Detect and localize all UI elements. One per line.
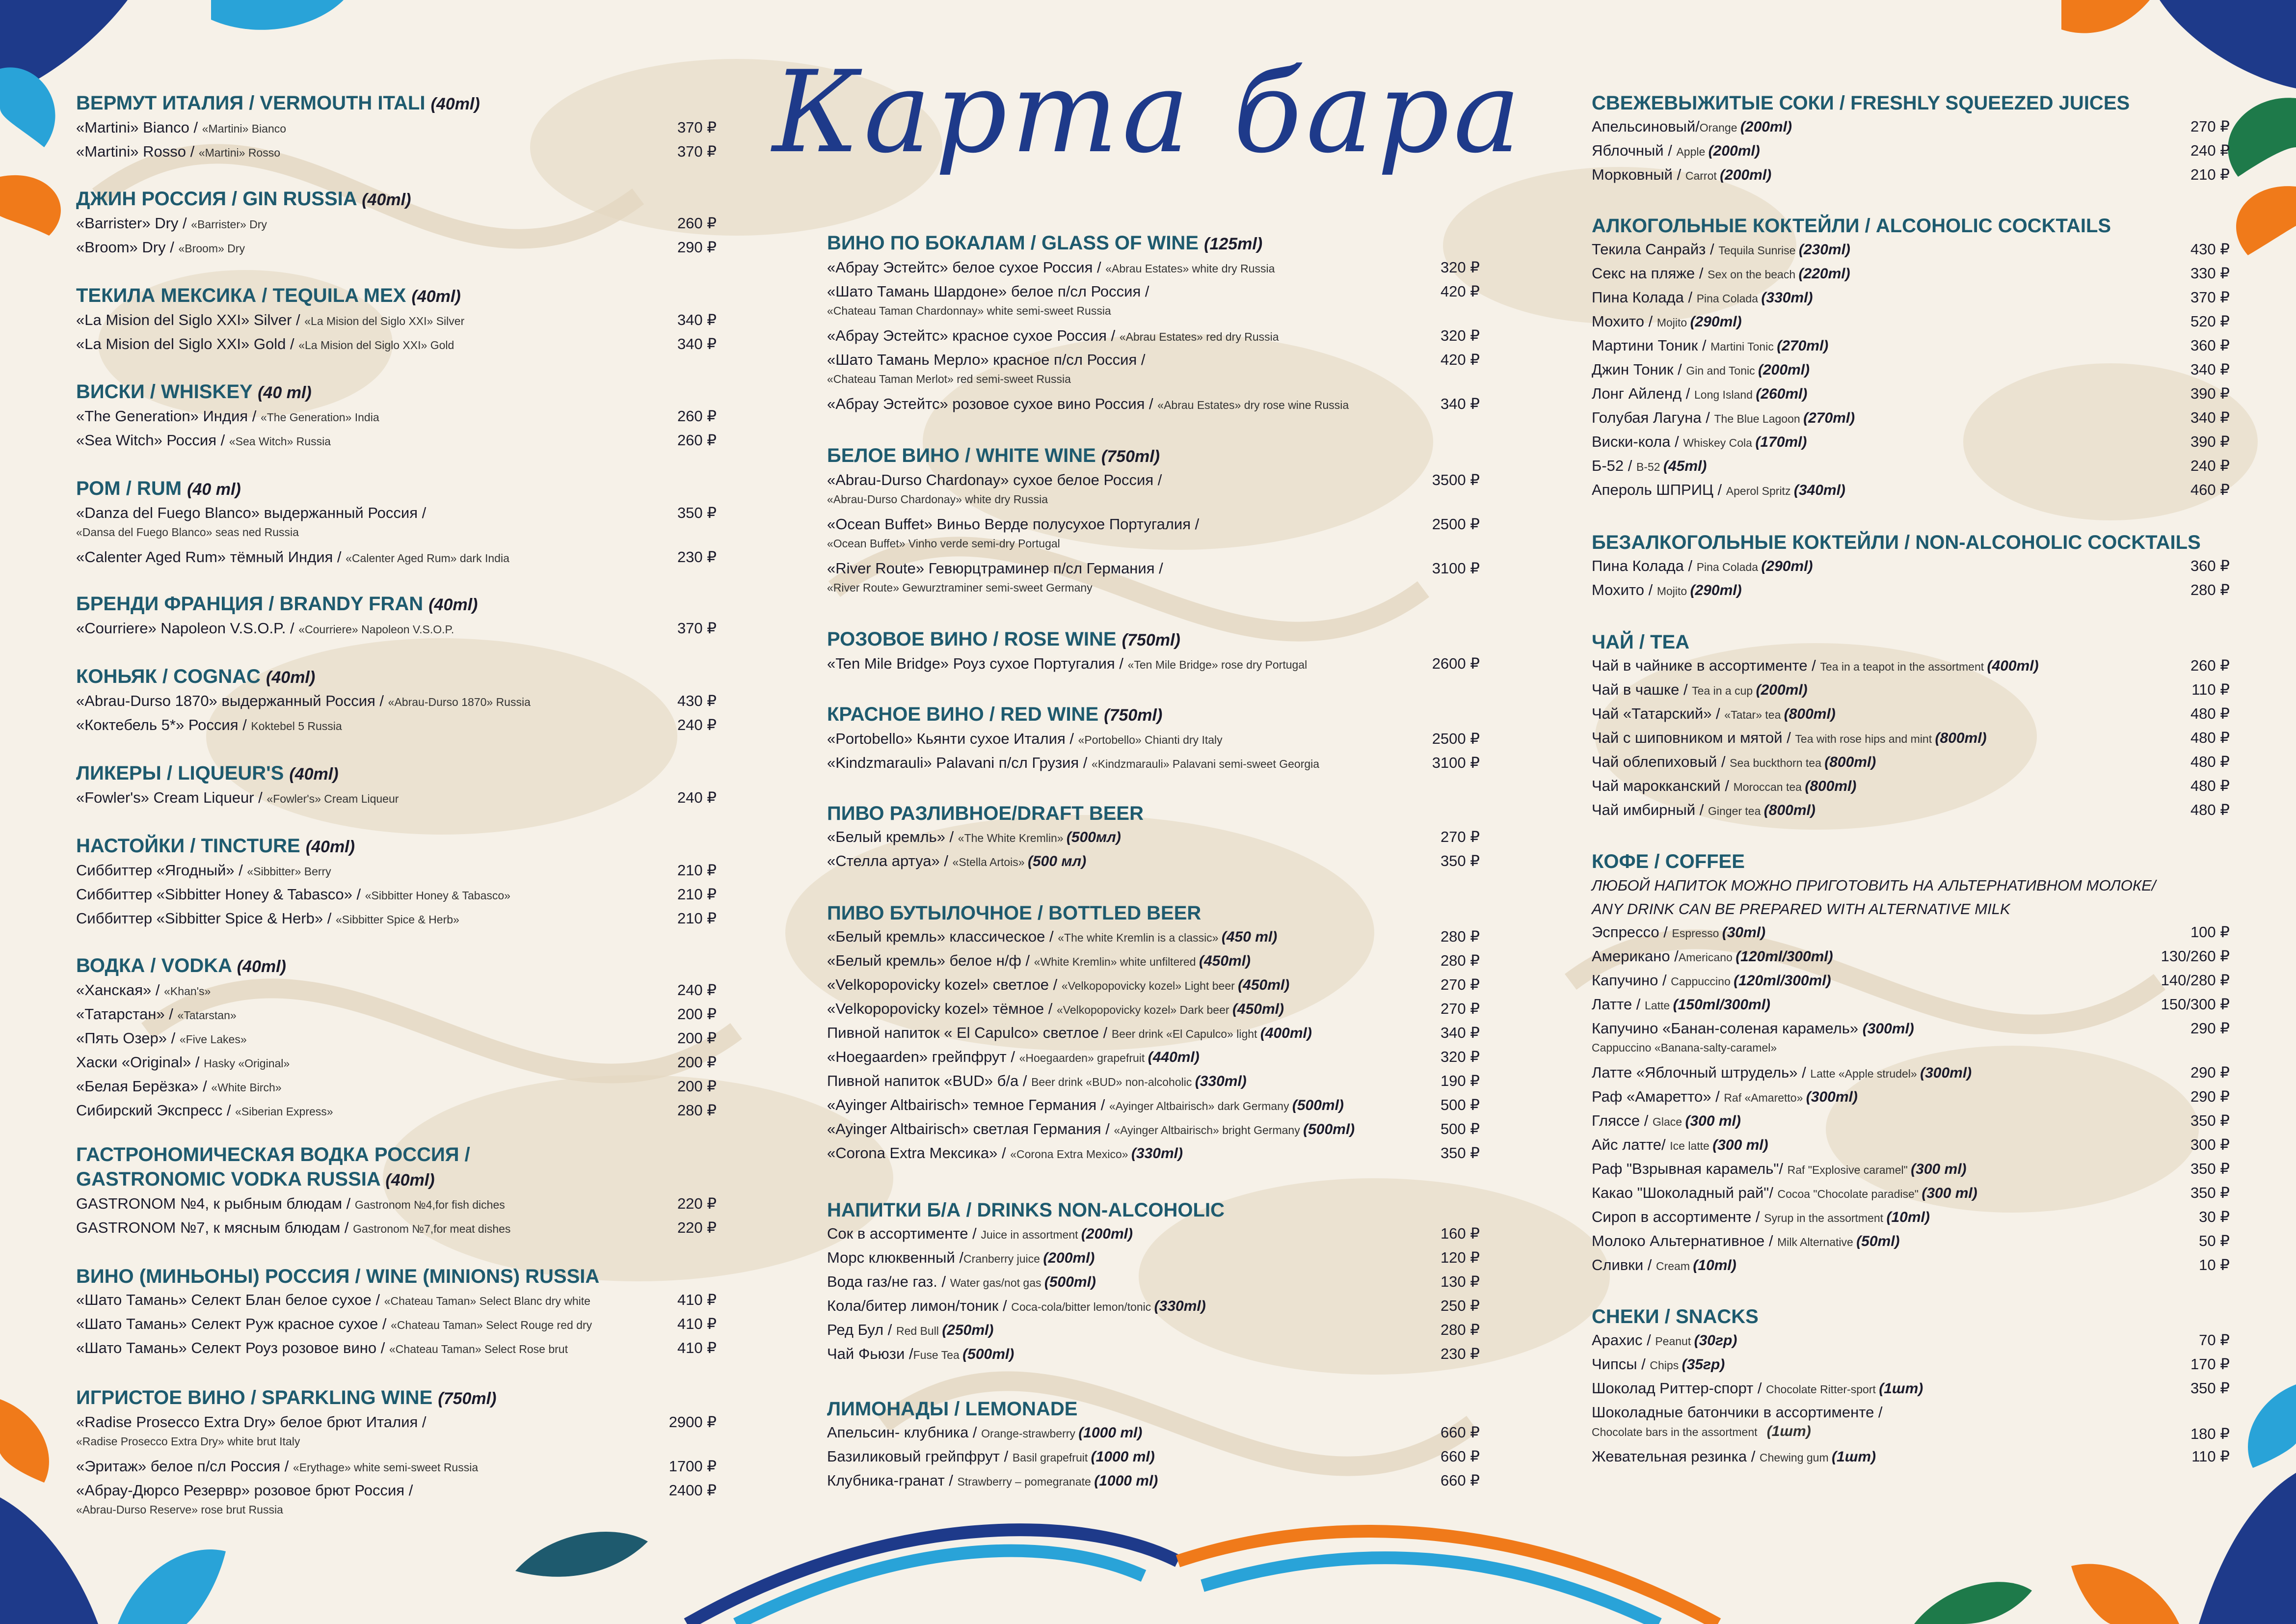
list-item: Лонг Айленд / Long Island (260ml) 390 ₽	[1592, 385, 2230, 402]
list-item: Чай марокканский / Moroccan tea (800ml) 480 ₽	[1592, 777, 2230, 794]
list-item: Чай в чайнике в ассортименте / Tea in a teapot in the assortment (400ml) 260 ₽	[1592, 657, 2230, 674]
list-item: «La Mision del Siglo XXI» Silver / «La Mision del Siglo XXI» Silver 340 ₽	[76, 311, 717, 328]
section-alcoholic-cocktails: АЛКОГОЛЬНЫЕ КОКТЕЙЛИ / ALCOHOLIC COCKTAILS Текила Санрайз / Tequila Sunrise (230ml) 430 ₽ Секс на пляже / Sex on the beach (220ml) 330 ₽ Пина Колада / Pina Colada (330ml) 370 ₽ Мохито / Mojito (290ml) 520 ₽ Мартини Тоник / Martini Tonic (270ml) 360 ₽ Джин Тоник / Gin and Tonic (200ml) 340 ₽ Лонг Айленд / Long Island (260ml) 390 ₽ Голубая Лагуна / The Blue Lagoon (270ml) 340 ₽ Виски-кола / Whiskey Cola (170ml) 390 ₽ Б-52 / B-52 (45ml) 240 ₽ Апероль ШПРИЦ / Aperol Spritz (340ml) 460 ₽	[1592, 214, 2230, 503]
list-item: Морковный / Carrot (200ml) 210 ₽	[1592, 166, 2230, 183]
list-item: «Broom» Dry / «Broom» Dry 290 ₽	[76, 239, 717, 256]
list-item: Ред Бул / Red Bull (250ml) 280 ₽	[827, 1321, 1480, 1338]
list-item: Яблочный / Apple (200ml) 240 ₽	[1592, 142, 2230, 159]
list-item: «Barrister» Dry / «Barrister» Dry 260 ₽	[76, 215, 717, 232]
list-item: «Шато Тамань» Селект Блан белое сухое / «Chateau Taman» Select Blanc dry white 410 ₽	[76, 1291, 717, 1308]
list-item: Морс клюквенный /Cranberry juice (200ml) 120 ₽	[827, 1249, 1480, 1266]
coffee-note: ЛЮБОЙ НАПИТОК МОЖНО ПРИГОТОВИТЬ НА АЛЬТЕРНАТИВНОМ МОЛОКЕ/	[1592, 877, 2156, 894]
list-item: «Белая Берёзка» / «White Birch» 200 ₽	[76, 1078, 717, 1095]
section-tea: ЧАЙ / TEA Чай в чайнике в ассортименте / Tea in a teapot in the assortment (400ml) 260 ₽ Чай в чашке / Tea in a cup (200ml) 110 ₽ Чай «Татарский» / «Tatar» tea (800ml) 480 ₽ Чай с шиповником и мятой / Tea with rose hips and mint (800ml) 480 ₽ Чай облепиховый / Sea buckthorn tea (800ml) 480 ₽ Чай марокканский / Moroccan tea (800ml) 480 ₽ Чай имбирный / Ginger tea (800ml) 480 ₽	[1592, 630, 2230, 823]
list-item: Пивной напиток « El Capulco» светлое / Beer drink «El Capulco» light (400ml) 340 ₽	[827, 1024, 1480, 1041]
list-item: Чай облепиховый / Sea buckthorn tea (800ml) 480 ₽	[1592, 753, 2230, 770]
section-sparkling: ИГРИСТОЕ ВИНО / SPARKLING WINE (750ml) «Radise Prosecco Extra Dry» белое брют Италия / «Radise Prosecco Extra Dry» white brut Italy 2900 ₽ «Эритаж» белое п/сл Россия / «Erythage» white semi-sweet Russia 1700 ₽ «Абрау-Дюрсо Резервр» розовое брют Россия / «Abrau-Durso Reserve» rose brut Russia 2400 ₽	[76, 1385, 717, 1523]
list-item: Сливки / Cream (10ml) 10 ₽	[1592, 1256, 2230, 1273]
section-liqueur: ЛИКЕРЫ / LIQUEUR'S (40ml) «Fowler's» Cream Liqueur / «Fowler's» Cream Liqueur 240 ₽	[76, 761, 717, 811]
list-item: Раф «Амаретто» / Raf «Amaretto» (300ml) 290 ₽	[1592, 1088, 2230, 1105]
list-item: Чай в чашке / Tea in a cup (200ml) 110 ₽	[1592, 681, 2230, 698]
list-item: «Белый кремль» / «The White Kremlin» (500мл) 270 ₽	[827, 828, 1480, 845]
section-non-alcoholic-cocktails: БЕЗАЛКОГОЛЬНЫЕ КОКТЕЙЛИ / NON-ALCOHOLIC COCKTAILS Пина Колада / Pina Colada (290ml) 360 ₽ Мохито / Mojito (290ml) 280 ₽	[1592, 530, 2230, 603]
list-item: Чай Фьюзи /Fuse Tea (500ml) 230 ₽	[827, 1345, 1480, 1362]
section-wine-minions: ВИНО (МИНЬОНЫ) РОССИЯ / WINE (MINIONS) RUSSIA «Шато Тамань» Селект Блан белое сухое / «Chateau Taman» Select Blanc dry white 410 ₽ «Шато Тамань» Селект Руж красное сухое / «Chateau Taman» Select Rouge red dry 410 ₽ «Шато Тамань» Селект Роуз розовое вино / «Chateau Taman» Select Rose brut 410 ₽	[76, 1264, 717, 1361]
list-item: Джин Тоник / Gin and Tonic (200ml) 340 ₽	[1592, 361, 2230, 378]
section-fresh-juices: СВЕЖЕВЫЖИТЫЕ СОКИ / FRESHLY SQUEEZED JUICES Апельсиновый/Orange (200ml) 270 ₽ Яблочный / Apple (200ml) 240 ₽ Морковный / Carrot (200ml) 210 ₽	[1592, 91, 2230, 188]
section-vodka: ВОДКА / VODKA (40ml) «Ханская» / «Khan's» 240 ₽ «Татарстан» / «Tatarstan» 200 ₽ «Пять Озер» / «Five Lakes» 200 ₽ Хаски «Original» / Hasky «Original» 200 ₽ «Белая Берёзка» / «White Birch» 200 ₽ Сибирский Экспресс / «Siberian Express» 280 ₽	[76, 953, 717, 1123]
list-item: Б-52 / B-52 (45ml) 240 ₽	[1592, 457, 2230, 474]
list-item: «Calenter Aged Rum» тёмный Индия / «Calenter Aged Rum» dark India 230 ₽	[76, 548, 717, 566]
section-whiskey: ВИСКИ / WHISKEY (40 ml) «The Generation» Индия / «The Generation» India 260 ₽ «Sea Witch» Россия / «Sea Witch» Russia 260 ₽	[76, 379, 717, 453]
section-tequila: ТЕКИЛА МЕКСИКА / TEQUILA MEX (40ml) «La Mision del Siglo XXI» Silver / «La Mision del Siglo XXI» Silver 340 ₽ «La Mision del Siglo XXI» Gold / «La Mision del Siglo XXI» Gold 340 ₽	[76, 283, 717, 357]
section-title: ВЕРМУТ ИТАЛИЯ / VERMOUTH ITALI	[76, 92, 426, 114]
section-tincture: НАСТОЙКИ / TINCTURE (40ml) Сиббиттер «Ягодный» / «Sibbitter» Berry 210 ₽ Сиббиттер «Sibbitter Honey & Tabasco» / «Sibbitter Honey & Tabasco» 210 ₽ Сиббиттер «Sibbitter Spice & Herb» / «Sibbitter Spice & Herb» 210 ₽	[76, 834, 717, 931]
section-gin: ДЖИН РОССИЯ / GIN RUSSIA (40ml) «Barrister» Dry / «Barrister» Dry 260 ₽ «Broom» Dry / «Broom» Dry 290 ₽	[76, 187, 717, 260]
list-item: «Courriere» Napoleon V.S.O.P. / «Courriere» Napoleon V.S.O.P. 370 ₽	[76, 620, 717, 637]
list-item: «Эритаж» белое п/сл Россия / «Erythage» white semi-sweet Russia 1700 ₽	[76, 1458, 717, 1475]
list-item: «Hoegaarden» грейпфрут / «Hoegaarden» grapefruit (440ml) 320 ₽	[827, 1048, 1480, 1065]
list-item: Мохито / Mojito (290ml) 280 ₽	[1592, 581, 2230, 598]
list-item: Вода газ/не газ. / Water gas/not gas (500ml) 130 ₽	[827, 1273, 1480, 1290]
list-item: «Шато Тамань» Селект Роуз розовое вино / «Chateau Taman» Select Rose brut 410 ₽	[76, 1339, 717, 1356]
list-item: «Татарстан» / «Tatarstan» 200 ₽	[76, 1005, 717, 1023]
section-gastronomic-vodka: ГАСТРОНОМИЧЕСКАЯ ВОДКА РОССИЯ / GASTRONOMIC VODKA RUSSIA (40ml) GASTRONOM №4, к рыбным блюдам / Gastronom №4,for fish diches 220 ₽ GASTRONOM №7, к мясным блюдам / Gastronom №7,for meat dishes 220 ₽	[76, 1142, 717, 1241]
list-item: Базиликовый грейпфрут / Basil grapefruit (1000 ml) 660 ₽	[827, 1448, 1480, 1465]
list-item: «Ханская» / «Khan's» 240 ₽	[76, 981, 717, 999]
list-item: «Стелла артуа» / «Stella Artois» (500 мл) 350 ₽	[827, 852, 1480, 869]
list-item: «Ayinger Altbairisch» светлая Германия / «Ayinger Altbairisch» bright Germany (500ml) 500 ₽	[827, 1120, 1480, 1137]
list-item: Арахис / Peanut (30гр) 70 ₽	[1592, 1331, 2230, 1349]
list-item: Сиббиттер «Sibbitter Honey & Tabasco» / «Sibbitter Honey & Tabasco» 210 ₽	[76, 886, 717, 903]
list-item: Апельсин- клубника / Orange-strawberry (1000 ml) 660 ₽	[827, 1424, 1480, 1441]
list-item: Сиббиттер «Ягодный» / «Sibbitter» Berry 210 ₽	[76, 862, 717, 879]
list-item: Сироп в ассортименте / Syrup in the assortment (10ml) 30 ₽	[1592, 1208, 2230, 1225]
list-item: Латте / Latte (150ml/300ml) 150/300 ₽	[1592, 996, 2230, 1013]
list-item: «Martini» Rosso / «Martini» Rosso 370 ₽	[76, 143, 717, 160]
list-item: «Пять Озер» / «Five Lakes» 200 ₽	[76, 1029, 717, 1047]
list-item: «Коктебель 5*» Россия / Koktebel 5 Russia 240 ₽	[76, 716, 717, 733]
list-item: Кола/битер лимон/тоник / Coca-cola/bitter lemon/tonic (330ml) 250 ₽	[827, 1297, 1480, 1314]
list-item: «Velkopopovicky kozel» светлое / «Velkopopovicky kozel» Light beer (450ml) 270 ₽	[827, 976, 1480, 993]
list-item: Сиббиттер «Sibbitter Spice & Herb» / «Sibbitter Spice & Herb» 210 ₽	[76, 910, 717, 927]
list-item: Текила Санрайз / Tequila Sunrise (230ml) 430 ₽	[1592, 241, 2230, 258]
list-item: «Шато Тамань Мерло» красное п/сл Россия / «Chateau Taman Merlot» red semi-sweet Russia 420 ₽	[827, 351, 1480, 385]
list-item: Голубая Лагуна / The Blue Lagoon (270ml) 340 ₽	[1592, 409, 2230, 426]
list-item: «River Route» Гевюрцтраминер п/сл Германия / «River Route» Gewurztraminer semi-sweet Germany 3100 ₽	[827, 560, 1480, 594]
list-item: «Абрау Эстейтс» розовое сухое вино Россия / «Abrau Estates» dry rose wine Russia 340 ₽	[827, 395, 1480, 412]
list-item: Айс латте/ Ice latte (300 ml) 300 ₽	[1592, 1136, 2230, 1153]
list-item: Гляссе / Glace (300 ml) 350 ₽	[1592, 1112, 2230, 1129]
list-item: «Абрау Эстейтс» белое сухое Россия / «Abrau Estates» white dry Russia 320 ₽	[827, 259, 1480, 276]
list-item: Мартини Тоник / Martini Tonic (270ml) 360 ₽	[1592, 337, 2230, 354]
list-item: «Ocean Buffet» Виньо Верде полусухое Португалия / «Ocean Buffet» Vinho verde semi-dry Portugal 2500 ₽	[827, 515, 1480, 550]
list-item: Сок в ассортименте / Juice in assortment (200ml) 160 ₽	[827, 1225, 1480, 1242]
list-item: Молоко Альтернативное / Milk Alternative (50ml) 50 ₽	[1592, 1232, 2230, 1249]
list-item: Пина Колада / Pina Colada (330ml) 370 ₽	[1592, 289, 2230, 306]
list-item: «La Mision del Siglo XXI» Gold / «La Mision del Siglo XXI» Gold 340 ₽	[76, 335, 717, 352]
list-item: Американо /Americano (120ml/300ml) 130/260 ₽	[1592, 947, 2230, 965]
list-item: Пина Колада / Pina Colada (290ml) 360 ₽	[1592, 557, 2230, 574]
section-glass-of-wine: ВИНО ПО БОКАЛАМ / GLASS OF WINE (125ml) «Абрау Эстейтс» белое сухое Россия / «Abrau Estates» white dry Russia 320 ₽ «Шато Тамань Шардоне» белое п/сл Россия / «Chateau Taman Chardonnay» white semi-sweet Russia 420 ₽ «Абрау Эстейтс» красное сухое Россия / «Abrau Estates» red dry Russia 320 ₽ «Шато Тамань Мерло» красное п/сл Россия / «Chateau Taman Merlot» red semi-sweet Russia 420 ₽ «Абрау Эстейтс» розовое сухое вино Россия / «Abrau Estates» dry rose wine Russia 340 ₽	[827, 231, 1480, 417]
section-non-alcoholic-drinks: НАПИТКИ Б/А / DRINKS NON-ALCOHOLIC Сок в ассортименте / Juice in assortment (200ml) 160 ₽ Морс клюквенный /Cranberry juice (200ml) 120 ₽ Вода газ/не газ. / Water gas/not gas (500ml) 130 ₽ Кола/битер лимон/тоник / Coca-cola/bitter lemon/tonic (330ml) 250 ₽ Ред Бул / Red Bull (250ml) 280 ₽ Чай Фьюзи /Fuse Tea (500ml) 230 ₽	[827, 1198, 1480, 1367]
list-item: Пивной напиток «BUD» б/а / Beer drink «BUD» non-alcoholic (330ml) 190 ₽	[827, 1072, 1480, 1089]
list-item: Чай с шиповником и мятой / Tea with rose hips and mint (800ml) 480 ₽	[1592, 729, 2230, 746]
list-item: Шоколадные батончики в ассортименте / Chocolate bars in the assortment (1шт) 180 ₽	[1592, 1404, 2230, 1442]
list-item: Апельсиновый/Orange (200ml) 270 ₽	[1592, 118, 2230, 135]
list-item: Латте «Яблочный штрудель» / Latte «Apple strudel» (300ml) 290 ₽	[1592, 1064, 2230, 1081]
list-item: «Corona Extra Мексика» / «Corona Extra Mexico» (330ml) 350 ₽	[827, 1144, 1480, 1162]
list-item: «Velkopopovicky kozel» тёмное / «Velkopopovicky kozel» Dark beer (450ml) 270 ₽	[827, 1000, 1480, 1017]
page-title: Карта бара	[772, 47, 1525, 178]
list-item: «Абрау-Дюрсо Резервр» розовое брют Россия / «Abrau-Durso Reserve» rose brut Russia 2400 ₽	[76, 1482, 717, 1516]
section-bottled-beer: ПИВО БУТЫЛОЧНОЕ / BOTTLED BEER «Белый кремль» классическое / «The white Kremlin is a classic» (450 ml) 280 ₽ «Белый кремль» белое н/ф / «White Kremlin» white unfiltered (450ml) 280 ₽ «Velkopopovicky kozel» светлое / «Velkopopovicky kozel» Light beer (450ml) 270 ₽ «Velkopopovicky kozel» тёмное / «Velkopopovicky kozel» Dark beer (450ml) 270 ₽ Пивной напиток « El Capulco» светлое / Beer drink «El Capulco» light (400ml) 340 ₽ «Hoegaarden» грейпфрут / «Hoegaarden» grapefruit (440ml) 320 ₽ Пивной напиток «BUD» б/а / Beer drink «BUD» non-alcoholic (330ml) 190 ₽ «Ayinger Altbairisch» темное Германия / «Ayinger Altbairisch» dark Germany (500ml) 500 ₽ «Ayinger Altbairisch» светлая Германия / «Ayinger Altbairisch» bright Germany (500ml) 500 ₽ «Corona Extra Мексика» / «Corona Extra Mexico» (330ml) 350 ₽	[827, 901, 1480, 1166]
list-item: «Белый кремль» белое н/ф / «White Kremlin» white unfiltered (450ml) 280 ₽	[827, 952, 1480, 969]
list-item: Виски-кола / Whiskey Cola (170ml) 390 ₽	[1592, 433, 2230, 450]
section-snacks: СНЕКИ / SNACKS Арахис / Peanut (30гр) 70 ₽ Чипсы / Chips (35гр) 170 ₽ Шоколад Риттер-спорт / Chocolate Ritter-sport (1шт) 350 ₽ Шоколадные батончики в ассортименте / Chocolate bars in the assortment (1шт) 180 ₽ Жевательная резинка / Chewing gum (1шт) 110 ₽	[1592, 1304, 2230, 1469]
list-item: «Ayinger Altbairisch» темное Германия / «Ayinger Altbairisch» dark Germany (500ml) 500 ₽	[827, 1096, 1480, 1113]
section-coffee: КОФЕ / COFFEE ЛЮБОЙ НАПИТОК МОЖНО ПРИГОТОВИТЬ НА АЛЬТЕРНАТИВНОМ МОЛОКЕ/ ANY DRINK CAN BE PREPARED WITH ALTERNATIVE MILK Эспрессо / Espresso (30ml) 100 ₽ Американо /Americano (120ml/300ml) 130/260 ₽ Капучино / Cappuccino (120ml/300ml) 140/280 ₽ Латте / Latte (150ml/300ml) 150/300 ₽ Капучино «Банан-соленая карамель» (300ml) Cappuccino «Banana-salty-caramel» 290 ₽ Латте «Яблочный штрудель» / Latte «Apple strudel» (300ml) 290 ₽ Раф «Амаретто» / Raf «Amaretto» (300ml) 290 ₽ Гляссе / Glace (300 ml) 350 ₽ Айс латте/ Ice latte (300 ml) 300 ₽ Раф "Взрывная карамель"/ Raf "Explosive caramel" (300 ml) 350 ₽ Какао "Шоколадный рай"/ Cocoa "Chocolate paradise" (300 ml) 350 ₽ Сироп в ассортименте / Syrup in the assortment (10ml) 30 ₽ Молоко Альтернативное / Milk Alternative (50ml) 50 ₽ Сливки / Cream (10ml) 10 ₽	[1592, 849, 2230, 1278]
list-item: Раф "Взрывная карамель"/ Raf "Explosive caramel" (300 ml) 350 ₽	[1592, 1160, 2230, 1177]
list-item: GASTRONOM №7, к мясным блюдам / Gastronom №7,for meat dishes 220 ₽	[76, 1219, 717, 1236]
list-item: «Sea Witch» Россия / «Sea Witch» Russia 260 ₽	[76, 432, 717, 449]
list-item: Хаски «Original» / Hasky «Original» 200 ₽	[76, 1054, 717, 1071]
list-item: Сибирский Экспресс / «Siberian Express» 280 ₽	[76, 1102, 717, 1119]
list-item: «Portobello» Кьянти сухое Италия / «Portobello» Chianti dry Italy 2500 ₽	[827, 730, 1480, 747]
section-rose-wine: РОЗОВОЕ ВИНО / ROSE WINE (750ml) «Ten Mile Bridge» Роуз сухое Португалия / «Ten Mile Bridge» rose dry Portugal 2600 ₽	[827, 627, 1480, 677]
list-item: «Fowler's» Cream Liqueur / «Fowler's» Cream Liqueur 240 ₽	[76, 789, 717, 806]
list-item: Какао "Шоколадный рай"/ Cocoa "Chocolate paradise" (300 ml) 350 ₽	[1592, 1184, 2230, 1201]
list-item: Чипсы / Chips (35гр) 170 ₽	[1592, 1355, 2230, 1373]
list-item: Жевательная резинка / Chewing gum (1шт) 110 ₽	[1592, 1448, 2230, 1465]
list-item: «Abrau-Durso Chardonay» сухое белое Россия / «Abrau-Durso Chardonay» white dry Russia 3500 ₽	[827, 471, 1480, 506]
section-lemonade: ЛИМОНАДЫ / LEMONADE Апельсин- клубника / Orange-strawberry (1000 ml) 660 ₽ Базиликовый грейпфрут / Basil grapefruit (1000 ml) 660 ₽ Клубника-гранат / Strawberry – pomegranate (1000 ml) 660 ₽	[827, 1397, 1480, 1493]
list-item: «The Generation» Индия / «The Generation» India 260 ₽	[76, 407, 717, 425]
section-vermouth: ВЕРМУТ ИТАЛИЯ / VERMOUTH ITALI (40ml) «Martini» Bianco / «Martini» Bianco 370 ₽ «Martini» Rosso / «Martini» Rosso 370 ₽	[76, 91, 717, 164]
list-item: Мохито / Mojito (290ml) 520 ₽	[1592, 313, 2230, 330]
section-brandy: БРЕНДИ ФРАНЦИЯ / BRANDY FRAN (40ml) «Courriere» Napoleon V.S.O.P. / «Courriere» Napoleon V.S.O.P. 370 ₽	[76, 592, 717, 641]
list-item: «Martini» Bianco / «Martini» Bianco 370 ₽	[76, 119, 717, 136]
list-item: «Kindzmarauli» Palavani п/сл Грузия / «Kindzmarauli» Palavani semi-sweet Georgia 3100 ₽	[827, 754, 1480, 771]
list-item: Клубника-гранат / Strawberry – pomegranate (1000 ml) 660 ₽	[827, 1472, 1480, 1489]
section-cognac: КОНЬЯК / COGNAC (40ml) «Abrau-Durso 1870» выдержанный Россия / «Abrau-Durso 1870» Russia 430 ₽ «Коктебель 5*» Россия / Koktebel 5 Russia 240 ₽	[76, 664, 717, 738]
list-item: Чай имбирный / Ginger tea (800ml) 480 ₽	[1592, 801, 2230, 818]
list-item: «Абрау Эстейтс» красное сухое Россия / «Abrau Estates» red dry Russia 320 ₽	[827, 327, 1480, 344]
list-item: GASTRONOM №4, к рыбным блюдам / Gastronom №4,for fish diches 220 ₽	[76, 1195, 717, 1212]
list-item: «Шато Тамань Шардоне» белое п/сл Россия / «Chateau Taman Chardonnay» white semi-sweet Russia 420 ₽	[827, 283, 1480, 317]
list-item: Чай «Татарский» / «Tatar» tea (800ml) 480 ₽	[1592, 705, 2230, 722]
list-item: «Шато Тамань» Селект Руж красное сухое / «Chateau Taman» Select Rouge red dry 410 ₽	[76, 1315, 717, 1332]
list-item: Секс на пляже / Sex on the beach (220ml) 330 ₽	[1592, 265, 2230, 282]
section-white-wine: БЕЛОЕ ВИНО / WHITE WINE (750ml) «Abrau-Durso Chardonay» сухое белое Россия / «Abrau-Durso Chardonay» white dry Russia 3500 ₽ «Ocean Buffet» Виньо Верде полусухое Португалия / «Ocean Buffet» Vinho verde semi-dry Portugal 2500 ₽ «River Route» Гевюрцтраминер п/сл Германия / «River Route» Gewurztraminer semi-sweet Germany 3100 ₽	[827, 443, 1480, 601]
list-item: Капучино / Cappuccino (120ml/300ml) 140/280 ₽	[1592, 972, 2230, 989]
section-red-wine: КРАСНОЕ ВИНО / RED WINE (750ml) «Portobello» Кьянти сухое Италия / «Portobello» Chianti dry Italy 2500 ₽ «Kindzmarauli» Palavani п/сл Грузия / «Kindzmarauli» Palavani semi-sweet Georgia 3100 ₽	[827, 702, 1480, 776]
list-item: «Abrau-Durso 1870» выдержанный Россия / «Abrau-Durso 1870» Russia 430 ₽	[76, 692, 717, 709]
list-item: «Белый кремль» классическое / «The white Kremlin is a classic» (450 ml) 280 ₽	[827, 928, 1480, 945]
list-item: «Ten Mile Bridge» Роуз сухое Португалия / «Ten Mile Bridge» rose dry Portugal 2600 ₽	[827, 655, 1480, 672]
list-item: Эспрессо / Espresso (30ml) 100 ₽	[1592, 923, 2230, 941]
section-draft-beer: ПИВО РАЗЛИВНОЕ/DRAFT BEER «Белый кремль» / «The White Kremlin» (500мл) 270 ₽ «Стелла артуа» / «Stella Artois» (500 мл) 350 ₽	[827, 801, 1480, 874]
section-rum: РОМ / RUM (40 ml) «Danza del Fuego Blanco» выдержанный Россия / «Dansa del Fuego Blanco» seas ned Russia 350 ₽ «Calenter Aged Rum» тёмный Индия / «Calenter Aged Rum» dark India 230 ₽	[76, 476, 717, 570]
list-item: Апероль ШПРИЦ / Aperol Spritz (340ml) 460 ₽	[1592, 481, 2230, 498]
coffee-note-en: ANY DRINK CAN BE PREPARED WITH ALTERNATIVE MILK	[1592, 900, 2010, 918]
list-item: «Radise Prosecco Extra Dry» белое брют Италия / «Radise Prosecco Extra Dry» white brut Italy 2900 ₽	[76, 1413, 717, 1448]
list-item: Шоколад Риттер-спорт / Chocolate Ritter-sport (1шт) 350 ₽	[1592, 1380, 2230, 1397]
list-item: «Danza del Fuego Blanco» выдержанный Россия / «Dansa del Fuego Blanco» seas ned Russia 350 ₽	[76, 504, 717, 539]
list-item: Капучино «Банан-соленая карамель» (300ml) Cappuccino «Banana-salty-caramel» 290 ₽	[1592, 1020, 2230, 1054]
